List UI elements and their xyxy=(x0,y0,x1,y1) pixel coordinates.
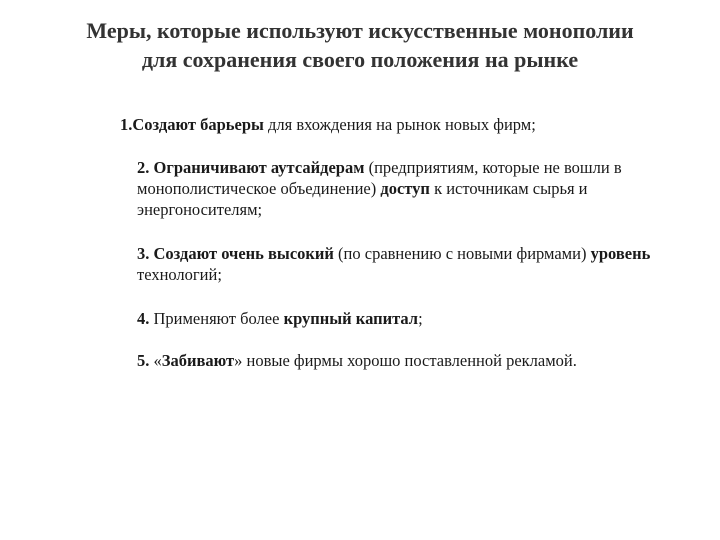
item-2-text-1: (предприятиям, которые не вошли в монополистическое объединение) xyxy=(137,158,622,198)
item-5-bold-1: 5. xyxy=(137,351,150,370)
slide-title xyxy=(40,16,680,74)
list-item-4 xyxy=(137,308,697,329)
item-1-text-1: для вхождения на рынок новых фирм; xyxy=(263,115,536,134)
item-5-text-1: « xyxy=(149,351,162,370)
item-1-bold-1: 1.Создают барьеры xyxy=(120,115,264,134)
item-4-text-2: ; xyxy=(418,309,423,328)
item-5-text-2: » новые фирмы хорошо поставленной рекламой. xyxy=(234,351,577,370)
item-3-text-2: технологий; xyxy=(137,265,222,284)
list-item-5 xyxy=(137,350,697,371)
title-line-2: для сохранения своего положения на рынке xyxy=(141,47,579,72)
list-item-2 xyxy=(137,157,697,220)
item-4-bold-1: 4. xyxy=(137,309,150,328)
title-line-1: Меры, которые используют искусственные монополии xyxy=(86,18,634,43)
item-4-text-1: Применяют более xyxy=(149,309,284,328)
list-item-1 xyxy=(120,114,700,135)
list-item-3 xyxy=(137,243,697,285)
item-2-bold-2: доступ xyxy=(380,179,430,198)
item-2-text-2: к источникам сырья и энергоносителям; xyxy=(137,179,588,219)
item-3-bold-1: 3. Создают очень высокий xyxy=(137,244,334,263)
item-3-bold-2: уровень xyxy=(590,244,651,263)
item-3-text-1: (по сравнению с новыми фирмами) xyxy=(333,244,591,263)
item-5-bold-2: Забивают xyxy=(161,351,235,370)
item-4-bold-2: крупный капитал xyxy=(283,309,419,328)
item-2-bold-1: 2. Ограничивают аутсайдерам xyxy=(137,158,365,177)
